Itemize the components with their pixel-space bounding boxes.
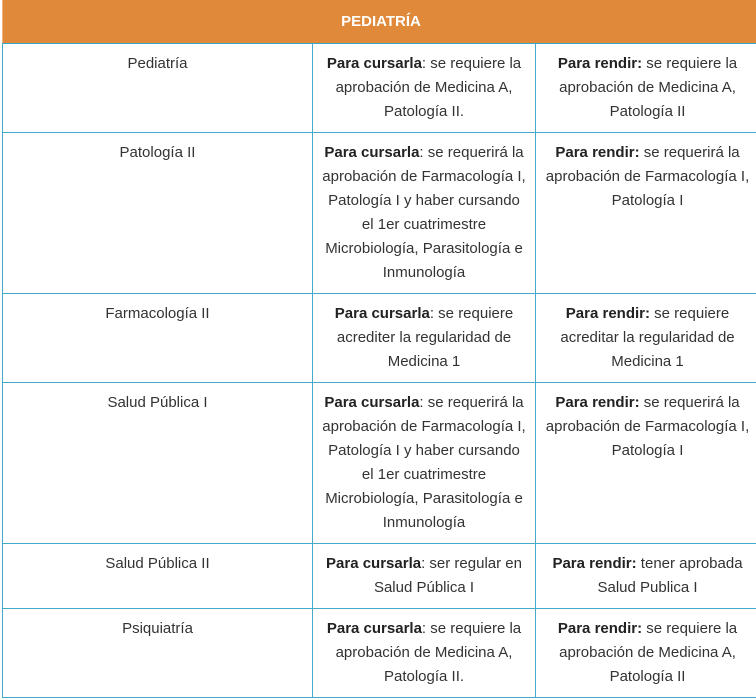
- rendir-label: Para rendir:: [557, 55, 643, 72]
- cursar-text: : se requiere acrediter la regularidad de Medicina 1: [336, 305, 514, 370]
- cursar-label: Para cursarla: [324, 144, 420, 161]
- cursar-cell: [313, 294, 536, 383]
- subject-cell: Pediatría: [3, 44, 313, 133]
- table-row: [3, 383, 756, 544]
- table-row: [3, 609, 756, 698]
- rendir-cell: [536, 544, 756, 609]
- rendir-label: Para rendir:: [552, 555, 637, 572]
- rendir-label: Para rendir:: [557, 620, 643, 637]
- cursar-text: : ser regular en Salud Pública I: [373, 555, 522, 596]
- cursar-label: Para cursarla: [324, 394, 420, 411]
- rendir-cell: [536, 383, 756, 544]
- cursar-label: Para cursarla: [326, 55, 422, 72]
- cursar-cell: [313, 133, 536, 294]
- rendir-label: Para rendir:: [555, 394, 640, 411]
- table-row: [3, 44, 756, 133]
- subject-cell: Patología II: [3, 133, 313, 294]
- cursar-text: : se requerirá la aprobación de Farmacología I, Patología I y haber cursando el 1er cuatrimestre Microbiología, Parasitología e Inmunología: [322, 144, 526, 281]
- rendir-text: se requiere la aprobación de Medicina A, Patología II: [559, 55, 738, 120]
- subject-cell: Farmacología II: [3, 294, 313, 383]
- rendir-text: se requerirá la aprobación de Farmacología I, Patología I: [545, 144, 750, 209]
- rendir-cell: [536, 294, 756, 383]
- cursar-cell: [313, 609, 536, 698]
- cursar-label: Para cursarla: [334, 305, 430, 322]
- requirements-table: [2, 0, 756, 698]
- table-row: [3, 544, 756, 609]
- rendir-text: se requiere acreditar la regularidad de Medicina 1: [560, 305, 735, 370]
- cursar-text: : se requiere la aprobación de Medicina A, Patología II.: [335, 620, 522, 685]
- subject-cell: Salud Pública I: [3, 383, 313, 544]
- section-header: PEDIATRÍA: [3, 0, 756, 44]
- rendir-cell: [536, 609, 756, 698]
- rendir-cell: [536, 44, 756, 133]
- table-row: [3, 294, 756, 383]
- rendir-cell: [536, 133, 756, 294]
- cursar-text: : se requiere la aprobación de Medicina A, Patología II.: [335, 55, 522, 120]
- rendir-text: se requerirá la aprobación de Farmacología I, Patología I: [545, 394, 750, 459]
- rendir-label: Para rendir:: [555, 144, 640, 161]
- subject-cell: Salud Pública II: [3, 544, 313, 609]
- cursar-cell: [313, 44, 536, 133]
- rendir-text: se requiere la aprobación de Medicina A, Patología II: [559, 620, 738, 685]
- rendir-text: tener aprobada Salud Publica I: [597, 555, 743, 596]
- table-row: [3, 133, 756, 294]
- cursar-cell: [313, 383, 536, 544]
- header-row: [3, 0, 756, 44]
- cursar-label: Para cursarla: [326, 620, 422, 637]
- rendir-label: Para rendir:: [565, 305, 650, 322]
- cursar-text: : se requerirá la aprobación de Farmacología I, Patología I y haber cursando el 1er cuatrimestre Microbiología, Parasitología e Inmunología: [322, 394, 526, 531]
- cursar-cell: [313, 544, 536, 609]
- cursar-label: Para cursarla: [326, 555, 422, 572]
- subject-cell: Psiquiatría: [3, 609, 313, 698]
